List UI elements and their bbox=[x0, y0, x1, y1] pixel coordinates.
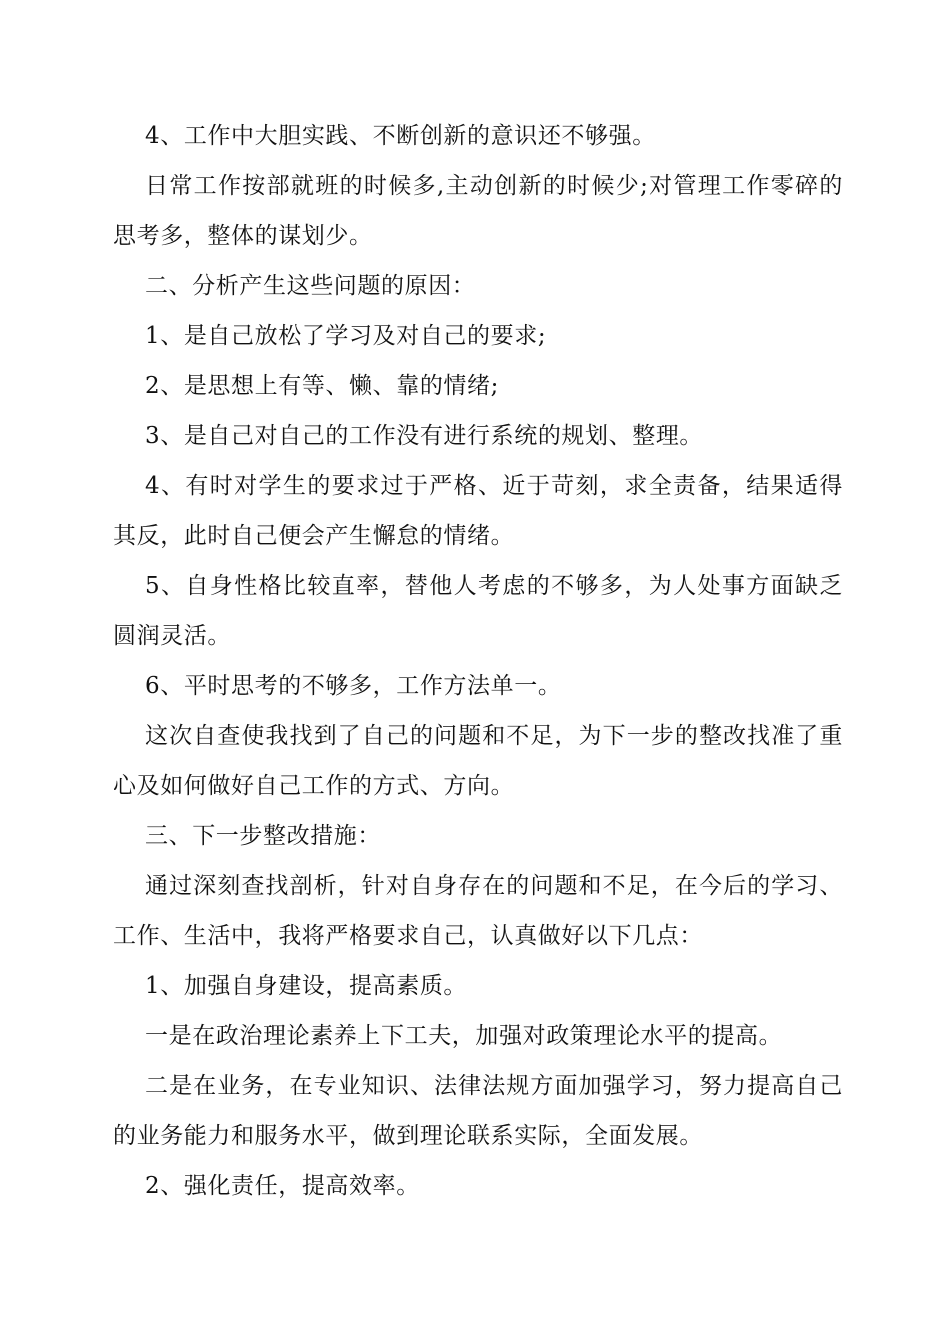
paragraph-measures-intro: 通过深刻查找剖析，针对自身存在的问题和不足，在今后的学习、工作、生活中，我将严格要求自己，认真做好以下几点： bbox=[113, 873, 843, 949]
paragraph-self-check-summary: 这次自查使我找到了自己的问题和不足，为下一步的整改找准了重心及如何做好自己工作的方式、方向。 bbox=[113, 723, 843, 799]
measure-point-business: 二是在业务，在专业知识、法律法规方面加强学习，努力提高自己的业务能力和服务水平，做到理论联系实际，全面发展。 bbox=[113, 1073, 843, 1149]
measure-point-political: 一是在政治理论素养上下工夫，加强对政策理论水平的提高。 bbox=[145, 1023, 783, 1049]
measure-item-1: 1、加强自身建设，提高素质。 bbox=[145, 973, 468, 999]
document-body bbox=[113, 111, 843, 1211]
cause-item-4: 4、有时对学生的要求过于严格、近于苛刻，求全责备，结果适得其反，此时自己便会产生懈怠的情绪。 bbox=[113, 473, 843, 549]
section-heading-causes: 二、分析产生这些问题的原因： bbox=[145, 273, 476, 299]
cause-item-6: 6、平时思考的不够多，工作方法单一。 bbox=[145, 673, 562, 699]
paragraph-daily-work: 日常工作按部就班的时候多,主动创新的时候少;对管理工作零碎的思考多，整体的谋划少。 bbox=[113, 173, 843, 249]
cause-item-2: 2、是思想上有等、懒、靠的情绪; bbox=[145, 373, 499, 399]
cause-item-3: 3、是自己对自己的工作没有进行系统的规划、整理。 bbox=[145, 423, 704, 449]
cause-item-5: 5、自身性格比较直率，替他人考虑的不够多，为人处事方面缺乏圆润灵活。 bbox=[113, 573, 843, 649]
paragraph-item-4-innovation: 4、工作中大胆实践、不断创新的意识还不够强。 bbox=[145, 123, 656, 149]
section-heading-measures: 三、下一步整改措施： bbox=[145, 823, 381, 849]
measure-item-2: 2、强化责任，提高效率。 bbox=[145, 1173, 420, 1199]
cause-item-1: 1、是自己放松了学习及对自己的要求; bbox=[145, 323, 547, 349]
